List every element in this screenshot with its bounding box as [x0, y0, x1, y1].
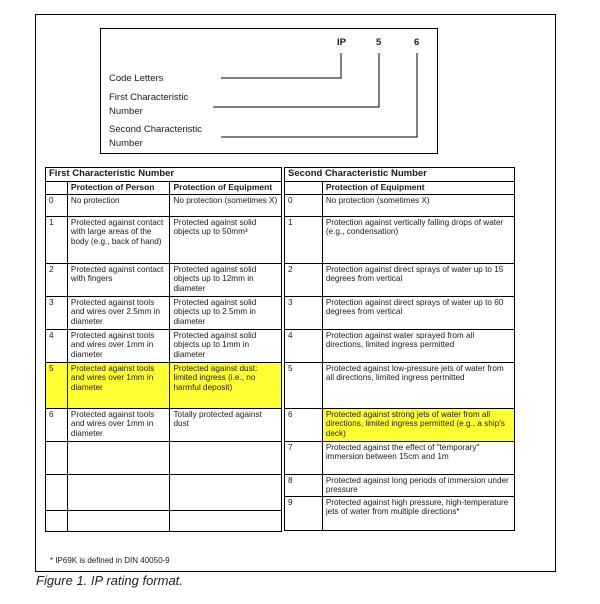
second-table-row — [285, 216, 515, 263]
first-table-row — [46, 329, 282, 362]
water-protection-cell: Protected against strong jets of water from all directions, limited ingress permitted (e.g., a ship's deck) — [322, 408, 514, 441]
row-number: 5 — [285, 362, 323, 408]
person-protection-cell: Protected against contact with fingers — [67, 263, 170, 296]
row-number: 2 — [285, 263, 323, 296]
row-number: 6 — [285, 408, 323, 441]
person-protection-cell: Protected against tools and wires over 1mm in diameter — [67, 329, 170, 362]
water-protection-cell: Protected against low-pressure jets of water from all directions, limited ingress permitted — [322, 362, 514, 408]
col-protection-of-person: Protection of Person — [67, 182, 170, 195]
water-protection-cell: No protection (sometimes X) — [322, 194, 514, 216]
col-second-protection-of-equipment: Protection of Equipment — [322, 182, 514, 195]
empty-cell — [170, 474, 282, 510]
empty-cell — [170, 510, 282, 531]
empty-cell — [67, 474, 170, 510]
row-number: 8 — [285, 474, 323, 496]
second-table-row — [285, 441, 515, 474]
person-protection-cell: Protected against tools and wires over 1mm in diameter — [67, 408, 170, 441]
second-char-label-line2: Number — [109, 138, 143, 149]
row-number: 4 — [46, 329, 68, 362]
row-number: 5 — [46, 362, 68, 408]
col-protection-of-equipment: Protection of Equipment — [170, 182, 282, 195]
equipment-protection-cell: Protected against solid objects up to 2.5mm in diameter — [170, 296, 282, 329]
water-protection-cell: Protection against direct sprays of water up to 15 degrees from vertical — [322, 263, 514, 296]
figure-caption: Figure 1. IP rating format. — [36, 573, 183, 588]
second-table-row — [285, 194, 515, 216]
second-digit: 6 — [414, 37, 420, 48]
ip-letters: IP — [337, 37, 346, 48]
person-protection-cell: Protected against tools and wires over 1mm in diameter — [67, 362, 170, 408]
second-table-title: Second Characteristic Number — [285, 168, 515, 182]
code-letters-label: Code Letters — [109, 73, 164, 84]
ip-code-diagram — [100, 28, 438, 154]
first-table-empty-row — [46, 441, 282, 474]
row-number: 2 — [46, 263, 68, 296]
empty-cell — [67, 510, 170, 531]
equipment-protection-cell: Protected against solid objects up to 50mm³ — [170, 216, 282, 263]
row-number: 4 — [285, 329, 323, 362]
first-characteristic-table — [45, 167, 282, 532]
row-number: 3 — [285, 296, 323, 329]
first-char-label-line1: First Characteristic — [109, 92, 189, 103]
second-table-row — [285, 408, 515, 441]
person-protection-cell: No protection — [67, 194, 170, 216]
first-table-row — [46, 296, 282, 329]
row-number: 1 — [46, 216, 68, 263]
first-table-row — [46, 408, 282, 441]
row-number: 0 — [285, 194, 323, 216]
first-table-empty-row — [46, 510, 282, 531]
water-protection-cell: Protection against water sprayed from all directions, limited ingress permitted — [322, 329, 514, 362]
person-protection-cell: Protected against tools and wires over 2.5mm in diameter — [67, 296, 170, 329]
water-protection-cell: Protected against high pressure, high-temperature jets of water from multiple directions* — [322, 496, 514, 530]
equipment-protection-cell: Protected against solid objects up to 1mm in diameter — [170, 329, 282, 362]
empty-cell — [46, 474, 68, 510]
first-table-number-col — [46, 182, 68, 195]
empty-cell — [46, 510, 68, 531]
equipment-protection-cell: No protection (sometimes X) — [170, 194, 282, 216]
row-number: 0 — [46, 194, 68, 216]
first-table-row — [46, 362, 282, 408]
water-protection-cell: Protection against direct sprays of water up to 60 degrees from vertical — [322, 296, 514, 329]
second-table-row — [285, 329, 515, 362]
first-table-row — [46, 263, 282, 296]
first-table-title: First Characteristic Number — [46, 168, 282, 182]
second-table-row — [285, 496, 515, 530]
second-table-row — [285, 263, 515, 296]
row-number: 1 — [285, 216, 323, 263]
equipment-protection-cell: Protected against solid objects up to 12mm in diameter — [170, 263, 282, 296]
first-digit: 5 — [376, 37, 382, 48]
person-protection-cell: Protected against contact with large areas of the body (e.g., back of hand) — [67, 216, 170, 263]
second-table-row — [285, 474, 515, 496]
first-table-empty-row — [46, 474, 282, 510]
equipment-protection-cell: Protected against dust: limited ingress (i.e., no harmful deposit) — [170, 362, 282, 408]
row-number: 6 — [46, 408, 68, 441]
second-table-number-col — [285, 182, 323, 195]
row-number: 9 — [285, 496, 323, 530]
footnote: * IP69K is defined in DIN 40050-9 — [50, 556, 170, 565]
empty-cell — [67, 441, 170, 474]
second-table-row — [285, 296, 515, 329]
second-table-row — [285, 362, 515, 408]
empty-cell — [170, 441, 282, 474]
first-table-row — [46, 216, 282, 263]
equipment-protection-cell: Totally protected against dust — [170, 408, 282, 441]
second-char-label-line1: Second Characteristic — [109, 124, 202, 135]
water-protection-cell: Protection against vertically falling drops of water (e.g., condensation) — [322, 216, 514, 263]
water-protection-cell: Protected against the effect of "temporary" immersion between 15cm and 1m — [322, 441, 514, 474]
water-protection-cell: Protected against long periods of immersion under pressure — [322, 474, 514, 496]
second-characteristic-table — [284, 167, 515, 531]
empty-cell — [46, 441, 68, 474]
first-char-label-line2: Number — [109, 106, 143, 117]
row-number: 3 — [46, 296, 68, 329]
row-number: 7 — [285, 441, 323, 474]
first-table-row — [46, 194, 282, 216]
